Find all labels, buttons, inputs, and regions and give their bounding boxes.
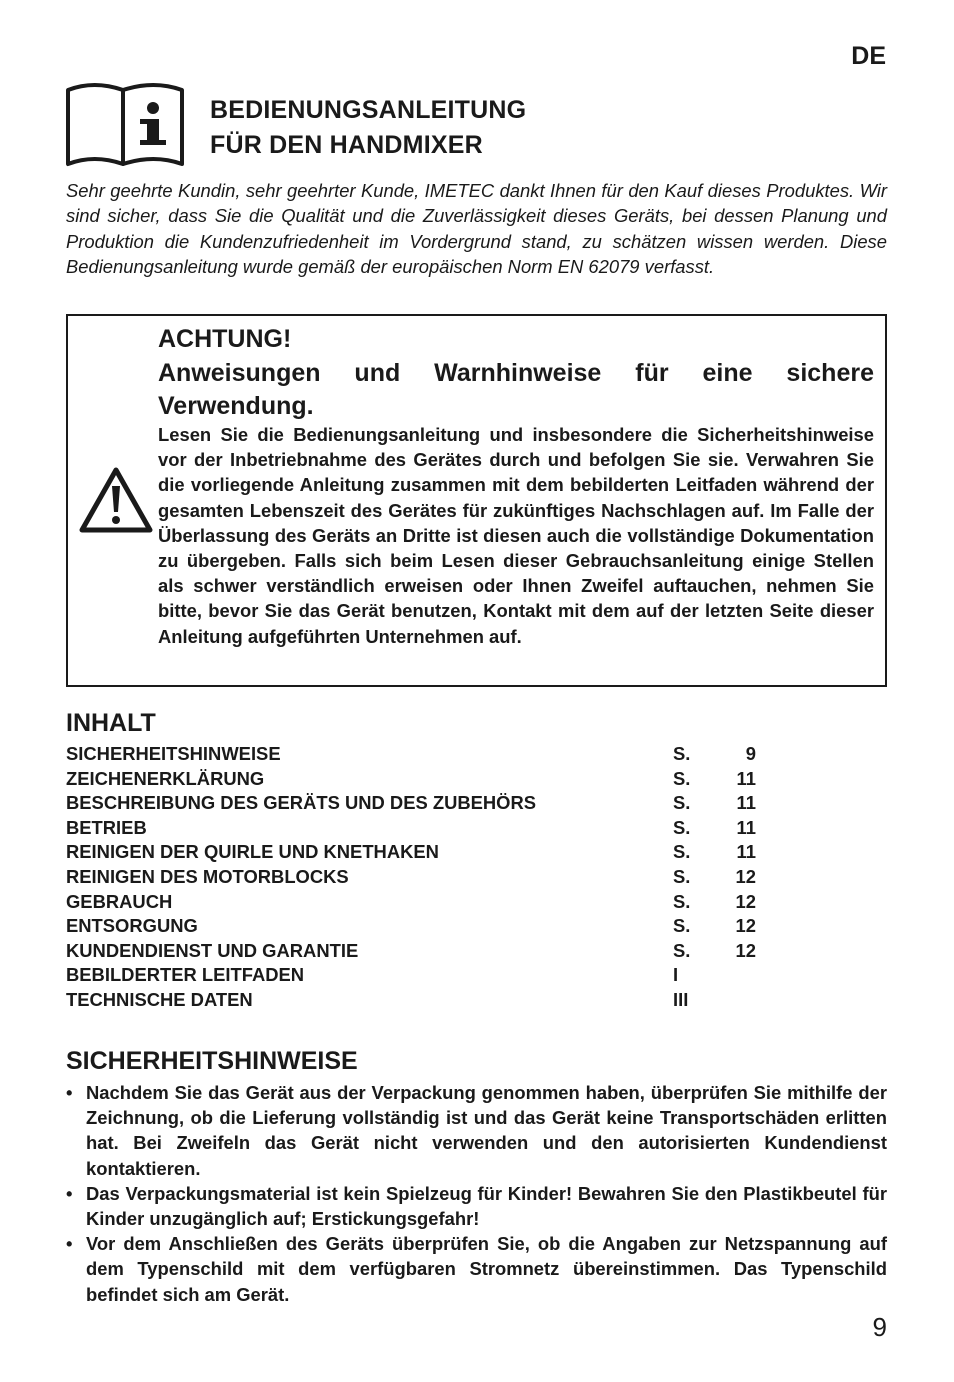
toc-page-number: 11 [736,767,756,789]
toc-row [66,914,766,939]
warning-subtitle-line-1: Anweisungen und Warnhinweise für eine sichere [158,358,874,387]
toc-page-number: 12 [735,865,756,887]
toc-page-prefix: S. [673,816,691,838]
toc-row [66,963,766,988]
document-title [210,93,526,163]
safety-list [66,1080,887,1307]
toc-page-prefix: III [673,988,689,1010]
toc-page-prefix: S. [673,743,691,764]
title-line-1: BEDIENUNGSANLEITUNG [210,96,527,124]
safety-item-text: Vor dem Anschließen des Geräts überprüfen Sie, ob die Angaben zur Netzspannung auf dem Typenschild mit dem verfügbaren Stromnetz übereinstimmen. Das Typenschild befindet sich am Gerät. [86,1233,887,1305]
toc-title: GEBRAUCH [66,890,173,912]
toc-heading: INHALT [66,709,156,737]
warning-heading [158,323,874,424]
toc-page-number: 9 [745,743,756,764]
toc-page-number: 11 [736,792,756,814]
toc-page-prefix: S. [673,939,691,961]
toc-page-prefix: S. [673,841,691,863]
toc-row [66,890,766,915]
toc-page-prefix: S. [673,915,691,937]
toc-page-number: 11 [736,816,756,838]
toc-title: BETRIEB [66,816,147,838]
safety-item [66,1080,887,1181]
toc-title: BESCHREIBUNG DES GERÄTS UND DES ZUBEHÖRS [66,792,537,814]
bullet-icon: • [66,1233,73,1255]
page-number: 9 [872,1312,887,1342]
safety-item-text: Das Verpackungsmaterial ist kein Spielzeug für Kinder! Bewahren Sie den Plastikbeutel für Kinder unzugänglich auf; Erstickungsgefahr! [86,1182,887,1230]
toc-row [66,791,766,816]
bullet-icon: • [66,1182,73,1204]
info-manual-icon [64,78,188,168]
toc-row [66,865,766,890]
toc-page-number: 12 [735,915,756,937]
toc-title: REINIGEN DES MOTORBLOCKS [66,865,349,887]
title-line-2: FÜR DEN HANDMIXER [210,131,483,159]
warning-triangle-icon [78,466,154,534]
toc-row [66,767,766,792]
toc-title: ENTSORGUNG [66,915,198,937]
toc-page-prefix: S. [673,767,691,789]
toc-row [66,840,766,865]
toc-title: ZEICHENERKLÄRUNG [66,767,265,789]
toc-page-number: 12 [735,890,756,912]
warning-title: ACHTUNG! [158,325,292,353]
safety-heading: SICHERHEITSHINWEISE [66,1047,358,1075]
safety-item-text: Nachdem Sie das Gerät aus der Verpackung genommen haben, überprüfen Sie mithilfe der Zeichnung, ob die Lieferung vollständig ist und das Gerät keine Transportschäden erlitten hat. Bei Zweifeln das Gerät nicht verwenden und den autorisierten Kundendienst kontaktieren. [86,1082,887,1179]
toc-page-number: 12 [735,939,756,961]
toc-row [66,939,766,964]
warning-subtitle-line-2: Verwendung. [158,392,314,420]
warning-text: Lesen Sie die Bedienungsanleitung und insbesondere die Sicherheitshinweise vor der Inbetriebnahme des Gerätes durch und befolgen Sie sie. Verwahren Sie die vorliegende Anleitung zusammen mit dem bebilderten Leitfaden während der gesamten Lebenszeit des Gerätes für zukünftiges Nachschlagen auf. Im Falle der Überlassung des Geräts an Dritte ist diesen auch die vollständige Dokumentation zu übergeben. Falls sich beim Lesen dieser Gebrauchsanleitung einige Stellen als schwer verständlich erweisen oder Ihnen Zweifel auftauchen, nehmen Sie bitte, bevor Sie das Gerät benutzen, Kontakt mit dem auf der letzten Seite dieser Anleitung aufgeführten Unternehmen auf. [158,424,874,647]
toc-title: REINIGEN DER QUIRLE UND KNETHAKEN [66,841,439,863]
safety-item [66,1181,887,1231]
toc-title: TECHNISCHE DATEN [66,988,253,1010]
bullet-icon: • [66,1082,73,1103]
toc-title: KUNDENDIENST UND GARANTIE [66,939,359,961]
toc-page-number: 11 [736,841,756,863]
toc-row [66,742,766,767]
toc-page-prefix: S. [673,890,691,912]
toc-page-prefix: S. [673,865,691,887]
toc-page-prefix: I [673,964,679,986]
intro-paragraph: Sehr geehrte Kundin, sehr geehrter Kunde, IMETEC dankt Ihnen für den Kauf dieses Produktes. Wir sind sicher, dass Sie die Qualität und die Zuverlässigkeit dieses Geräts, bei dessen Planung und Produktion die Kundenzufriedenheit im Vordergrund stand, zu schätzen wissen werden. Diese Bedienungsanleitung wurde gemäß der europäischen Norm EN 62079 verfasst. [66,180,887,278]
toc-row [66,988,766,1013]
safety-item [66,1231,887,1307]
language-code: DE [851,42,886,70]
toc-title: BEBILDERTER LEITFADEN [66,964,305,986]
table-of-contents [66,742,766,1013]
toc-row [66,816,766,841]
toc-page-prefix: S. [673,792,691,814]
toc-title: SICHERHEITSHINWEISE [66,743,281,764]
